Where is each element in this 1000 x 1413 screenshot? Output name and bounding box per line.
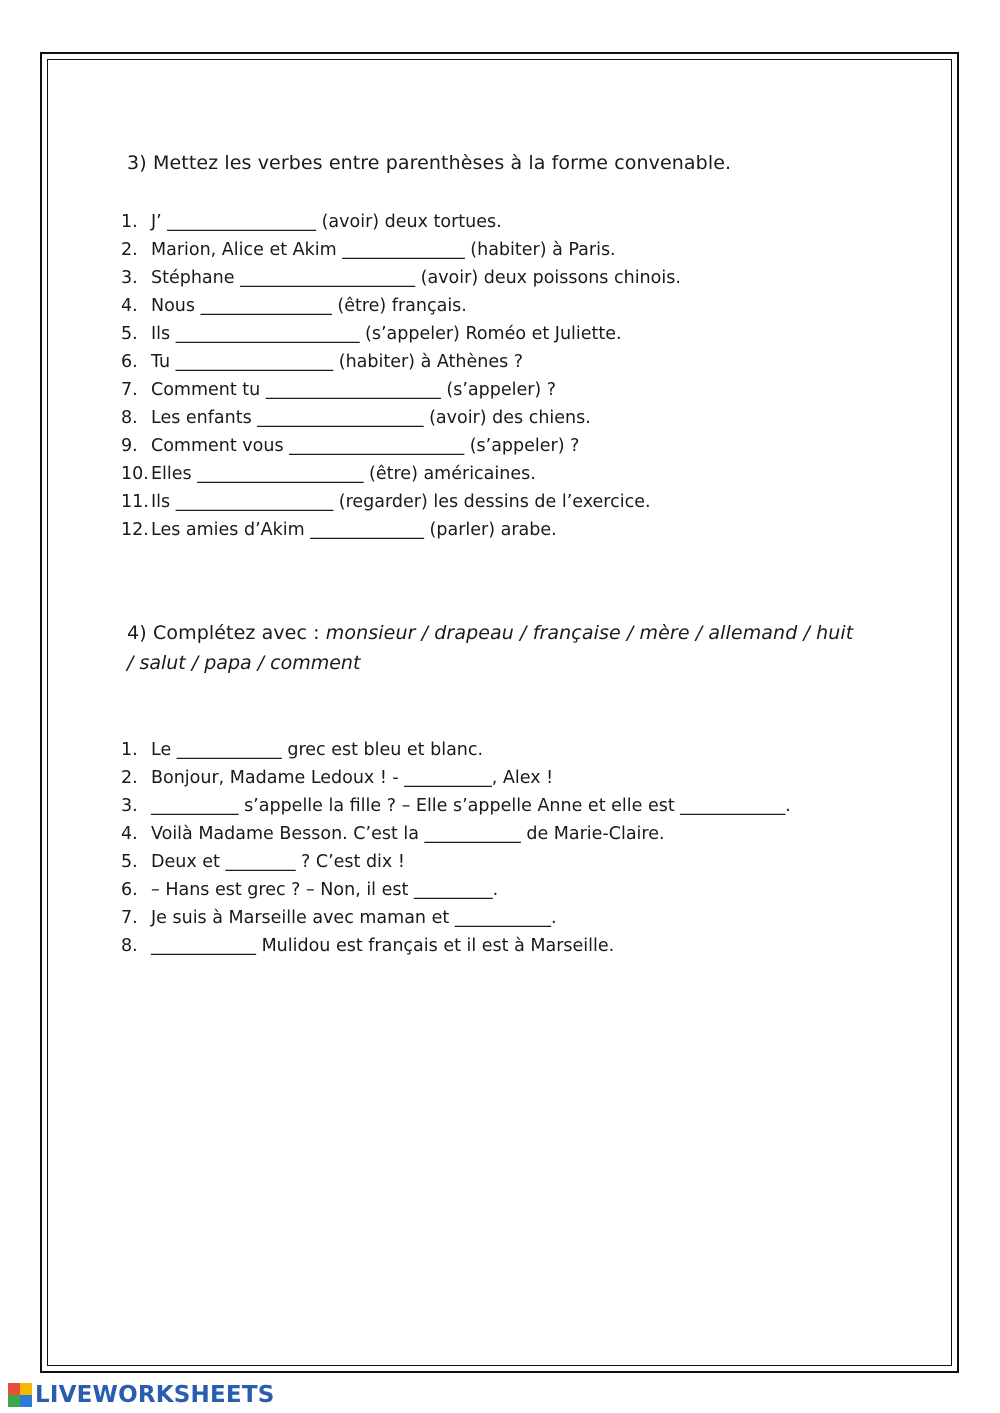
item-number: 9. bbox=[121, 436, 138, 456]
item-text: Elles ___________________ (être) américaines. bbox=[151, 464, 536, 484]
list-item[interactable] bbox=[121, 320, 681, 348]
item-number: 11. bbox=[121, 492, 149, 512]
list-item[interactable] bbox=[121, 904, 791, 932]
item-number: 1. bbox=[121, 212, 138, 232]
item-text: Ils _____________________ (s’appeler) Roméo et Juliette. bbox=[151, 324, 622, 344]
item-text: __________ s’appelle la fille ? – Elle s’appelle Anne et elle est ____________. bbox=[151, 796, 791, 816]
list-item[interactable] bbox=[121, 292, 681, 320]
item-number: 2. bbox=[121, 240, 138, 260]
list-item[interactable] bbox=[121, 792, 791, 820]
word-bank-line-1: monsieur / drapeau / française / mère / allemand / huit bbox=[325, 622, 854, 644]
item-text: Ils __________________ (regarder) les dessins de l’exercice. bbox=[151, 492, 651, 512]
item-number: 6. bbox=[121, 880, 138, 900]
item-number: 7. bbox=[121, 380, 138, 400]
item-text: Deux et ________ ? C’est dix ! bbox=[151, 852, 405, 872]
list-item[interactable] bbox=[121, 348, 681, 376]
item-text: Bonjour, Madame Ledoux ! - __________, Alex ! bbox=[151, 768, 554, 788]
item-text: Marion, Alice et Akim ______________ (habiter) à Paris. bbox=[151, 240, 616, 260]
item-number: 4. bbox=[121, 296, 138, 316]
section-3-list bbox=[121, 208, 681, 544]
item-text: J’ _________________ (avoir) deux tortues. bbox=[151, 212, 502, 232]
liveworksheets-logo-text: LIVEWORKSHEETS bbox=[35, 1382, 275, 1408]
item-text: ____________ Mulidou est français et il est à Marseille. bbox=[151, 936, 615, 956]
item-number: 12. bbox=[121, 520, 149, 540]
list-item[interactable] bbox=[121, 236, 681, 264]
liveworksheets-logo-icon bbox=[8, 1383, 32, 1407]
list-item[interactable] bbox=[121, 764, 791, 792]
item-text: Comment vous ____________________ (s’appeler) ? bbox=[151, 436, 580, 456]
list-item[interactable] bbox=[121, 820, 791, 848]
list-item[interactable] bbox=[121, 208, 681, 236]
list-item[interactable] bbox=[121, 460, 681, 488]
section-3-instruction: Mettez les verbes entre parenthèses à la forme convenable. bbox=[153, 152, 732, 174]
list-item[interactable] bbox=[121, 876, 791, 904]
item-text: Comment tu ____________________ (s’appeler) ? bbox=[151, 380, 557, 400]
item-text: Je suis à Marseille avec maman et ___________. bbox=[151, 908, 557, 928]
section-3-number: 3) bbox=[127, 152, 147, 174]
item-number: 3. bbox=[121, 796, 138, 816]
logo-square-yellow bbox=[20, 1383, 32, 1395]
logo-square-green bbox=[8, 1395, 20, 1407]
item-text: Voilà Madame Besson. C’est la ___________ de Marie-Claire. bbox=[151, 824, 665, 844]
list-item[interactable] bbox=[121, 404, 681, 432]
liveworksheets-logo[interactable] bbox=[8, 1382, 274, 1408]
item-number: 5. bbox=[121, 852, 138, 872]
item-number: 3. bbox=[121, 268, 138, 288]
section-4-list bbox=[121, 736, 791, 960]
logo-square-blue bbox=[20, 1395, 32, 1407]
word-bank-line-2: / salut / papa / comment bbox=[127, 652, 361, 674]
list-item[interactable] bbox=[121, 376, 681, 404]
item-number: 1. bbox=[121, 740, 138, 760]
section-4-number: 4) bbox=[127, 622, 147, 644]
item-text: Le ____________ grec est bleu et blanc. bbox=[151, 740, 484, 760]
item-text: – Hans est grec ? – Non, il est _________. bbox=[151, 880, 499, 900]
list-item[interactable] bbox=[121, 432, 681, 460]
item-number: 10. bbox=[121, 464, 149, 484]
list-item[interactable] bbox=[121, 488, 681, 516]
section-4-instruction: Complétez avec : bbox=[153, 622, 326, 644]
item-text: Stéphane ____________________ (avoir) deux poissons chinois. bbox=[151, 268, 681, 288]
list-item[interactable] bbox=[121, 932, 791, 960]
item-number: 6. bbox=[121, 352, 138, 372]
item-text: Les enfants ___________________ (avoir) des chiens. bbox=[151, 408, 591, 428]
logo-square-red bbox=[8, 1383, 20, 1395]
list-item[interactable] bbox=[121, 516, 681, 544]
list-item[interactable] bbox=[121, 736, 791, 764]
item-number: 5. bbox=[121, 324, 138, 344]
section-4-heading bbox=[127, 622, 853, 644]
list-item[interactable] bbox=[121, 848, 791, 876]
item-number: 8. bbox=[121, 408, 138, 428]
item-number: 8. bbox=[121, 936, 138, 956]
item-number: 2. bbox=[121, 768, 138, 788]
item-text: Tu __________________ (habiter) à Athènes ? bbox=[151, 352, 524, 372]
list-item[interactable] bbox=[121, 264, 681, 292]
item-number: 7. bbox=[121, 908, 138, 928]
section-3-heading bbox=[127, 152, 731, 174]
item-text: Nous _______________ (être) français. bbox=[151, 296, 467, 316]
item-text: Les amies d’Akim _____________ (parler) arabe. bbox=[151, 520, 557, 540]
item-number: 4. bbox=[121, 824, 138, 844]
